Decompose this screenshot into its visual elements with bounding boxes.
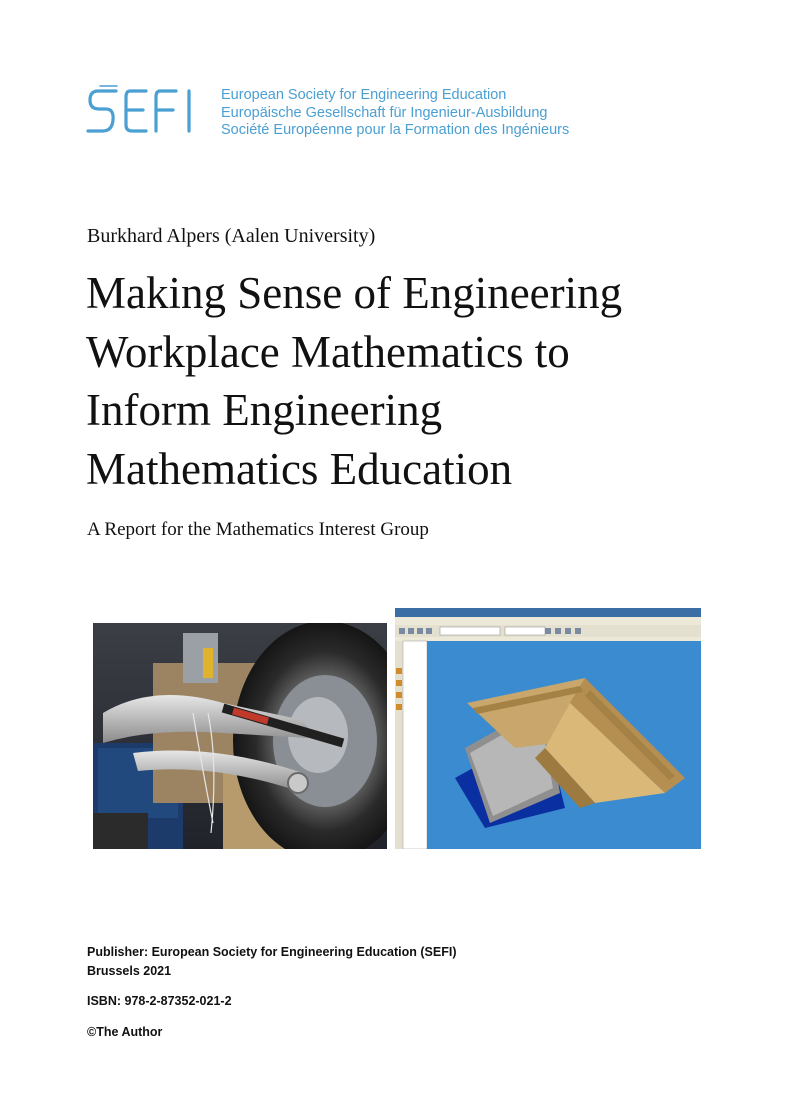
copyright: ©The Author: [87, 1025, 163, 1039]
isbn: ISBN: 978-2-87352-021-2: [87, 994, 232, 1008]
cad-screenshot: [395, 608, 701, 849]
title-line-4: Mathematics Education: [86, 443, 513, 494]
publisher-line: Publisher: European Society for Engineering Education (SEFI): [87, 945, 457, 959]
logo-tagline-en: European Society for Engineering Education: [221, 87, 507, 103]
logo-tagline-fr: Société Européenne pour la Formation des Ingénieurs: [221, 122, 570, 138]
document-title: [86, 264, 746, 498]
title-line-2: Workplace Mathematics to: [86, 326, 570, 377]
title-line-3: Inform Engineering: [86, 385, 443, 435]
suspension-photo: [93, 623, 387, 849]
author-line: Burkhard Alpers (Aalen University): [87, 225, 376, 247]
sefi-logo: [86, 85, 208, 141]
logo-tagline-de: Europäische Gesellschaft für Ingenieur-Ausbildung: [221, 104, 548, 121]
title-line-1: Making Sense of Engineering: [86, 268, 623, 318]
document-subtitle: A Report for the Mathematics Interest Group: [87, 519, 429, 540]
publication-place-year: Brussels 2021: [87, 964, 172, 978]
logo-tagline: [221, 87, 569, 140]
